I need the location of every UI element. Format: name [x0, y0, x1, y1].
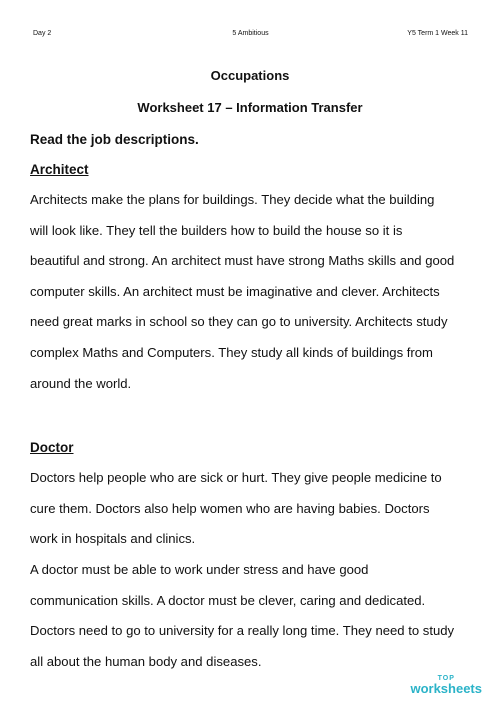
text-line: computer skills. An architect must be imaginative and clever. Architects	[30, 283, 440, 299]
topworksheets-logo	[410, 675, 482, 695]
instruction-text: Read the job descriptions.	[30, 132, 199, 147]
doctor-paragraph-2	[30, 555, 480, 677]
logo-bottom-text: worksheets	[410, 681, 482, 696]
section-heading-doctor: Doctor	[30, 440, 74, 455]
text-line: A doctor must be able to work under stress and have good	[30, 562, 369, 577]
text-line: work in hospitals and clinics.	[30, 531, 196, 547]
logo-top-text: TOP	[437, 675, 455, 682]
text-line: all about the human body and diseases.	[30, 653, 262, 669]
text-line: beautiful and strong. An architect must have strong Maths skills and good	[30, 253, 455, 269]
header-class: 5 Ambitious	[232, 30, 269, 37]
architect-paragraph	[30, 185, 480, 399]
text-line: communication skills. A doctor must be clever, caring and dedicated.	[30, 592, 426, 608]
worksheet-subtitle: Worksheet 17 – Information Transfer	[137, 100, 363, 115]
text-line: complex Maths and Computers. They study all kinds of buildings from	[30, 344, 433, 360]
text-line: Architects make the plans for buildings. They decide what the building	[30, 192, 435, 207]
text-line: Doctors need to go to university for a really long time. They need to study	[30, 623, 455, 639]
header-day: Day 2	[33, 30, 52, 37]
worksheet-title: Occupations	[210, 68, 290, 83]
text-line: need great marks in school so they can go to university. Architects study	[30, 314, 448, 330]
text-line: cure them. Doctors also help women who are having babies. Doctors	[30, 500, 430, 516]
section-heading-architect: Architect	[30, 162, 89, 177]
page-header	[33, 28, 468, 40]
text-line: Doctors help people who are sick or hurt. They give people medicine to	[30, 470, 442, 485]
header-term-week: Y5 Term 1 Week 11	[407, 30, 468, 37]
doctor-paragraph-1	[30, 463, 480, 555]
text-line: around the world.	[30, 375, 132, 391]
text-line: will look like. They tell the builders how to build the house so it is	[30, 222, 403, 238]
